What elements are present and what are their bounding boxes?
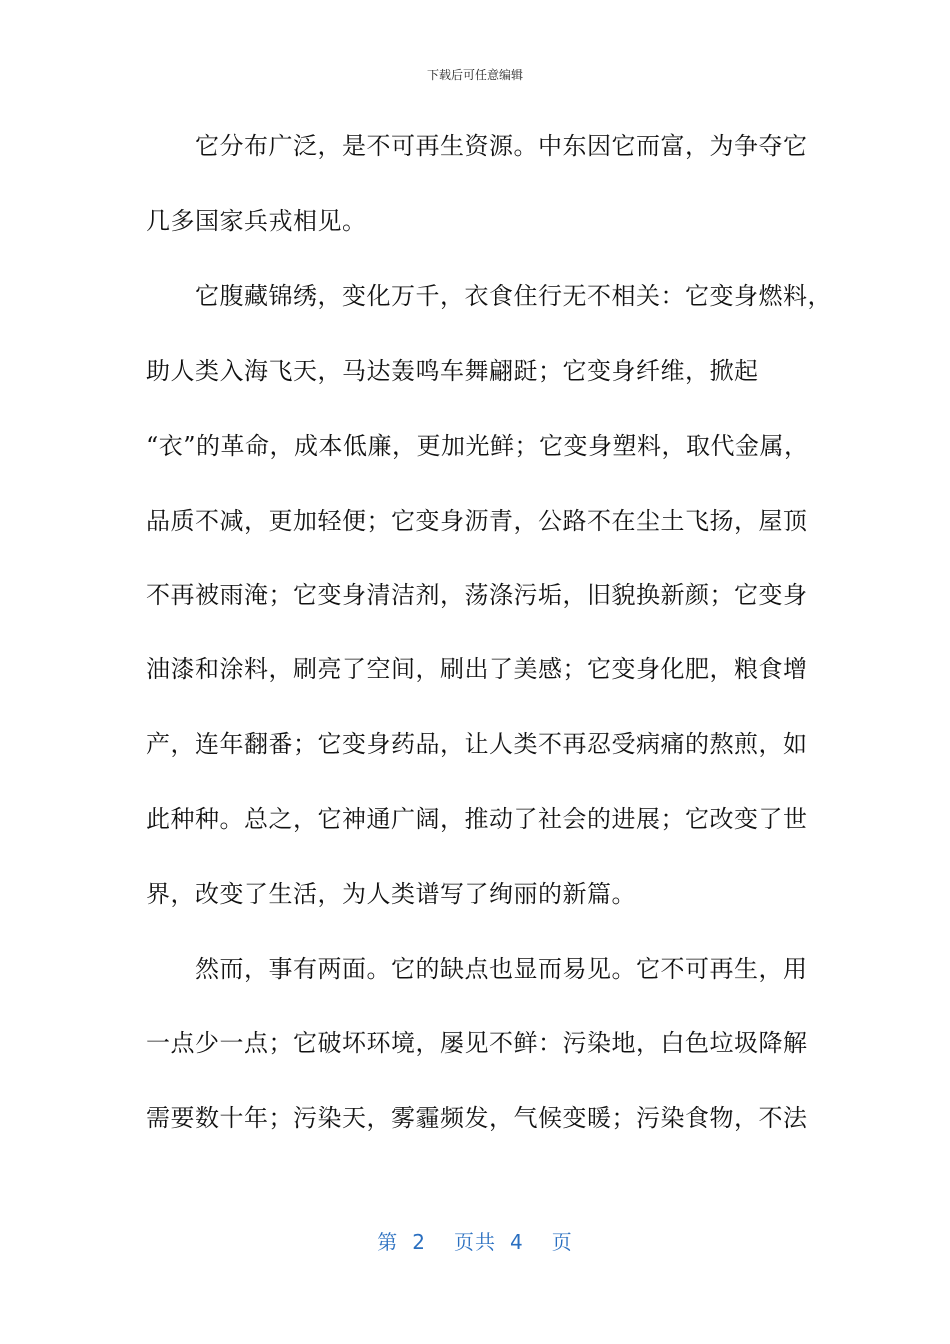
text-line: 它分布广泛，是不可再生资源。中东因它而富，为争夺它 [146, 132, 808, 160]
footer-middle: 页共 [454, 1230, 496, 1254]
text-line: 助人类入海飞天，马达轰鸣车舞翩跹；它变身纤维，掀起 [146, 357, 759, 385]
text-line: 需要数十年；污染天，雾霾频发，气候变暖；污染食物，不法 [146, 1104, 808, 1132]
text-line: 几多国家兵戎相见。 [146, 207, 367, 235]
text-line: 此种种。总之，它神通广阔，推动了社会的进展；它改变了世 [146, 805, 808, 833]
text-line: 它腹藏锦绣，变化万千，衣食住行无不相关：它变身燃料， [146, 282, 832, 310]
text-line: 然而，事有两面。它的缺点也显而易见。它不可再生，用 [146, 955, 808, 983]
text-line: 品质不减，更加轻便；它变身沥青，公路不在尘土飞扬，屋顶 [146, 507, 808, 535]
text-line: 产，连年翻番；它变身药品，让人类不再忍受病痛的熬煎，如 [146, 730, 808, 758]
footer-prefix: 第 [377, 1230, 399, 1254]
page-footer [0, 1226, 950, 1255]
current-page-number: 2 [412, 1230, 426, 1254]
text-line: 不再被雨淹；它变身清洁剂，荡涤污垢，旧貌换新颜；它变身 [146, 581, 808, 609]
text-line: 油漆和涂料，刷亮了空间，刷出了美感；它变身化肥，粮食增 [146, 655, 808, 683]
footer-suffix: 页 [551, 1230, 573, 1254]
text-line: 一点少一点；它破坏环境，屡见不鲜：污染地，白色垃圾降解 [146, 1029, 808, 1057]
text-line: “衣”的革命，成本低廉，更加光鲜；它变身塑料，取代金属， [146, 432, 809, 460]
total-pages-number: 4 [510, 1230, 524, 1254]
header-note: 下载后可任意编辑 [426, 68, 523, 82]
text-line: 界，改变了生活，为人类谱写了绚丽的新篇。 [146, 880, 636, 908]
